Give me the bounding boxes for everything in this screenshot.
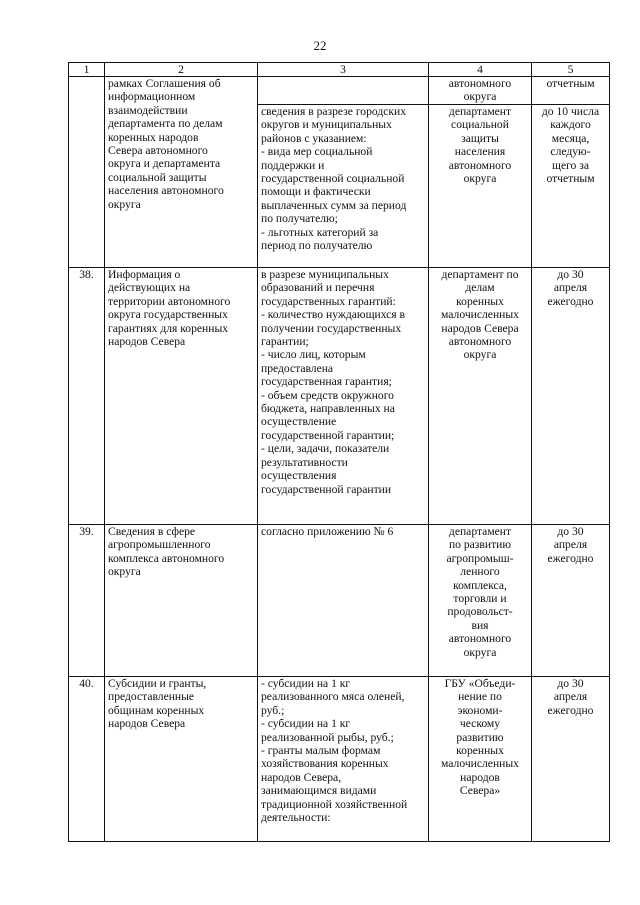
row-deadline bbox=[532, 105, 610, 268]
row-title-text: Информация о действующих на территории автономного округа государственных гарантиях для коренных народов Севера bbox=[108, 268, 231, 349]
header-col-5: 5 bbox=[532, 63, 610, 77]
table-row bbox=[69, 677, 610, 842]
row-title bbox=[105, 268, 258, 525]
row-responsible-text: департамент по делам коренных малочисленных народов Севера автономного округа bbox=[441, 268, 519, 362]
row-deadline-text: до 10 числа каждого месяца, следую- щего за отчетным bbox=[541, 105, 600, 186]
row-number: 40. bbox=[69, 677, 105, 842]
row-deadline-text: до 30 апреля ежегодно bbox=[547, 677, 594, 717]
row-details bbox=[258, 77, 429, 105]
row-title-text: Субсидии и гранты, предоставленные общинам коренных народов Севера bbox=[108, 677, 207, 731]
header-col-2: 2 bbox=[105, 63, 258, 77]
row-details bbox=[258, 525, 429, 677]
row-number: 39. bbox=[69, 525, 105, 677]
header-col-1: 1 bbox=[69, 63, 105, 77]
row-deadline-text: отчетным bbox=[546, 77, 595, 90]
row-responsible bbox=[429, 525, 532, 677]
row-responsible-text: департамент социальной защиты населения автономного округа bbox=[448, 105, 512, 186]
table-row bbox=[69, 525, 610, 677]
row-responsible bbox=[429, 77, 532, 105]
row-deadline bbox=[532, 677, 610, 842]
row-responsible bbox=[429, 105, 532, 268]
row-details-text: в разрезе муниципальных образований и перечня государственных гарантий: - количество нуждающихся в получении государственных гарантии; - число лиц, которым предоставлена государственная гарантия; - объем средств окружного бюджета, направленных на осуществление государственной гарантии; - цели, задачи, показатели результативности осуществления государственной гарантии bbox=[261, 268, 406, 496]
row-responsible-text: ГБУ «Объеди- нение по экономи- ческому развитию коренных малочисленных народов Севера» bbox=[441, 677, 519, 798]
row-title bbox=[105, 525, 258, 677]
row-deadline-text: до 30 апреля ежегодно bbox=[547, 525, 594, 565]
row-details bbox=[258, 677, 429, 842]
row-title-text: Сведения в сфере агропромышленного комплекса автономного округа bbox=[108, 525, 225, 579]
row-number: 38. bbox=[69, 268, 105, 525]
row-number bbox=[69, 77, 105, 268]
row-responsible bbox=[429, 677, 532, 842]
row-deadline-text: до 30 апреля ежегодно bbox=[547, 268, 594, 308]
row-responsible bbox=[429, 268, 532, 525]
row-title bbox=[105, 77, 258, 268]
row-deadline bbox=[532, 525, 610, 677]
document-table bbox=[68, 62, 610, 842]
row-deadline bbox=[532, 77, 610, 105]
row-details bbox=[258, 268, 429, 525]
row-details-text: - субсидии на 1 кг реализованного мяса оленей, руб.; - субсидии на 1 кг реализованной рыбы, руб.; - гранты малым формам хозяйствования коренных народов Севера, занимающимся видами традиционной хозяйственной деятельности: bbox=[261, 677, 408, 825]
table-row bbox=[69, 77, 610, 105]
header-row bbox=[69, 63, 610, 77]
page-number: 22 bbox=[313, 38, 327, 53]
row-title bbox=[105, 677, 258, 842]
header-col-4: 4 bbox=[429, 63, 532, 77]
table-row bbox=[69, 268, 610, 525]
row-details bbox=[258, 105, 429, 268]
row-responsible-text: департамент по развитию агропромыш- ленного комплекса, торговли и продовольст- вия автономного округа bbox=[446, 525, 514, 659]
header-col-3: 3 bbox=[258, 63, 429, 77]
row-details-text: сведения в разрезе городских округов и муниципальных районов с указанием: - вида мер социальной поддержки и государственной социальной помощи и фактически выплаченных сумм за период по получателю; - льготных категорий за период по получателю bbox=[261, 105, 407, 253]
row-title-text: рамках Соглашения об информационном взаимодействии департамента по делам коренных народов Севера автономного округа и департамента социальной защиты населения автономного округа bbox=[108, 77, 224, 211]
row-responsible-text: автономного округа bbox=[448, 77, 512, 104]
row-deadline bbox=[532, 268, 610, 525]
row-details-text: согласно приложению № 6 bbox=[261, 525, 394, 538]
